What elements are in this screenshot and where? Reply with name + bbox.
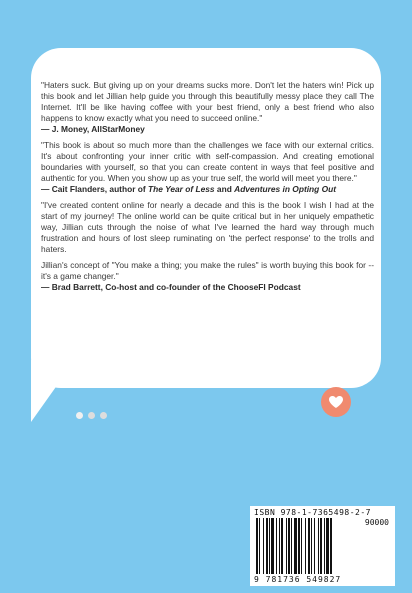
barcode-bar bbox=[266, 518, 268, 574]
barcode-bar bbox=[308, 518, 310, 574]
carousel-dot[interactable] bbox=[76, 412, 83, 419]
speech-bubble-tail bbox=[31, 360, 75, 422]
quote-text: "Haters suck. But giving up on your dreams sucks more. Don't let the haters win! Pick up this book and let Jillian help guide you through this beautifully messy place they call The Internet. It'll be like having coffee with your best friend, only a best friend who also happens to know exactly what you need to succeed online." bbox=[41, 80, 374, 123]
barcode-bars bbox=[256, 518, 356, 574]
quote-attribution bbox=[41, 184, 336, 194]
ean-digits: 9 781736 549827 bbox=[254, 575, 342, 584]
price-addon: 90000 bbox=[364, 518, 389, 527]
quote-1 bbox=[41, 80, 374, 135]
quote-text: Jillian's concept of "You make a thing; you make the rules" is worth buying this book for -- it's a game changer." bbox=[41, 260, 374, 281]
heart-icon bbox=[328, 395, 344, 409]
quote-3 bbox=[41, 200, 374, 255]
barcode-bar bbox=[288, 518, 290, 574]
isbn-barcode bbox=[250, 506, 395, 586]
barcode-bar bbox=[305, 518, 306, 574]
favorite-button[interactable] bbox=[321, 387, 351, 417]
isbn-number: ISBN 978-1-7365498-2-7 bbox=[254, 508, 371, 517]
barcode-bar bbox=[279, 518, 280, 574]
barcode-bar bbox=[320, 518, 322, 574]
barcode-bar bbox=[269, 518, 270, 574]
barcode-bar bbox=[286, 518, 287, 574]
quote-3-cont bbox=[41, 260, 374, 293]
carousel-dot[interactable] bbox=[100, 412, 107, 419]
barcode-bar bbox=[271, 518, 274, 574]
barcode-bar bbox=[318, 518, 319, 574]
attribution-prefix: — Cait Flanders, author of bbox=[41, 184, 149, 194]
barcode-bar bbox=[311, 518, 312, 574]
barcode-bar bbox=[259, 518, 260, 574]
attribution-joiner: and bbox=[214, 184, 235, 194]
quote-text: "This book is about so much more than the challenges we face with our external critics. It's about confronting your inner critic with self-compassion. And creating emotional boundaries with yourself, so that you can create content in ways that feel positive and authentic for you. When you show up as your true self, the world will meet you there." bbox=[41, 140, 374, 183]
barcode-bar bbox=[298, 518, 300, 574]
barcode-bar bbox=[314, 518, 315, 574]
barcode-bar bbox=[330, 518, 332, 574]
barcode-bar bbox=[291, 518, 292, 574]
barcode-bar bbox=[326, 518, 329, 574]
barcode-bar bbox=[294, 518, 297, 574]
carousel-dots bbox=[76, 412, 107, 419]
barcode-bar bbox=[276, 518, 277, 574]
barcode-bar bbox=[263, 518, 264, 574]
testimonials bbox=[41, 80, 374, 298]
barcode-bar bbox=[281, 518, 283, 574]
quote-2 bbox=[41, 140, 374, 195]
quote-text: "I've created content online for nearly a decade and this is the book I wish I had at the start of my journey! The online world can be quite critical but in her uniquely empathetic way, Jillian cuts through the noise of what I've learned the hard way through much frustration and hours of lost sleep ruminating on 'the perfect response' to the trolls and haters. bbox=[41, 200, 374, 254]
book-title: Adventures in Opting Out bbox=[234, 184, 337, 194]
quote-attribution: — Brad Barrett, Co-host and co-founder of the ChooseFI Podcast bbox=[41, 282, 301, 292]
quote-attribution: — J. Money, AllStarMoney bbox=[41, 124, 145, 134]
carousel-dot[interactable] bbox=[88, 412, 95, 419]
barcode-bar bbox=[324, 518, 325, 574]
barcode-bar bbox=[301, 518, 302, 574]
barcode-bar bbox=[256, 518, 258, 574]
book-title: The Year of Less bbox=[148, 184, 215, 194]
